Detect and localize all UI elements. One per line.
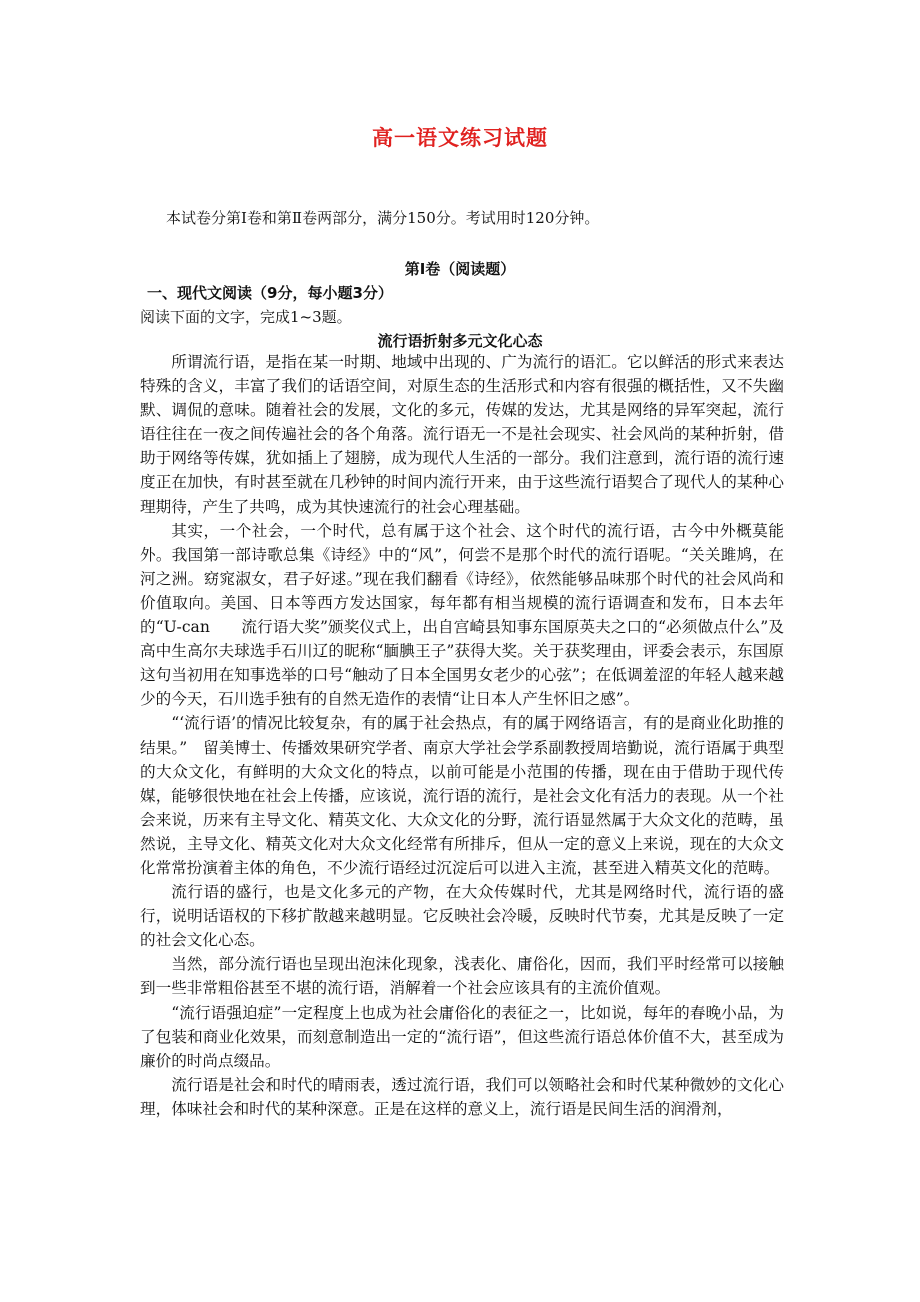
article-paragraph-3: “‘流行语’的情况比较复杂，有的属于社会热点，有的属于网络语言，有的是商业化助推的结果。” 留美博士、传播效果研究学者、南京大学社会学系副教授周培勤说，流行语属于典型的大众文化，有鲜明的大众文化的特点，以前可能是小范围的传播，现在由于借助于现代传媒，能够很快地在社会上传播，应该说，流行语的流行，是社会文化有活力的表现。从一个社会来说，历来有主导文化、精英文化、大众文化的分野，流行语显然属于大众文化的范畴，虽然说，主导文化、精英文化对大众文化经常有所排斥，但从一定的意义上来说，现在的大众文化常常扮演着主体的角色，不少流行语经过沉淀后可以进入主流，甚至进入精英文化的范畴。: [140, 714, 784, 877]
article-paragraph-5: 当然，部分流行语也呈现出泡沫化现象，浅表化、庸俗化，因而，我们平时经常可以接触到一些非常粗俗甚至不堪的流行语，消解着一个社会应该具有的主流价值观。: [140, 955, 784, 998]
exam-title: 高一语文练习试题: [372, 126, 548, 150]
article-paragraph-1: 所谓流行语，是指在某一时期、地域中出现的、广为流行的语汇。它以鲜活的形式来表达特殊的含义，丰富了我们的话语空间，对原生态的生活形式和内容有很强的概括性，又不失幽默、调侃的意味。随着社会的发展，文化的多元，传媒的发达，尤其是网络的异军突起，流行语往往在一夜之间传遍社会的各个角落。流行语无一不是社会现实、社会风尚的某种折射，借助于网络等传媒，犹如插上了翅膀，成为现代人生活的一部分。我们注意到，流行语的流行速度正在加快，有时甚至就在几秒钟的时间内流行开来，由于这些流行语契合了现代人的某种心理期待，产生了共鸣，成为其快速流行的社会心理基础。: [140, 353, 784, 516]
article-title: 流行语折射多元文化心态: [377, 332, 543, 350]
section-heading: 第Ⅰ卷（阅读题）: [404, 260, 516, 278]
article-paragraph-6: “流行语强迫症”一定程度上也成为社会庸俗化的表征之一，比如说，每年的春晚小品，为了包装和商业化效果，而刻意制造出一定的“流行语”，但这些流行语总体价值不大，甚至成为廉价的时尚点缀品。: [140, 1003, 784, 1070]
article-paragraph-4: 流行语的盛行，也是文化多元的产物，在大众传媒时代，尤其是网络时代，流行语的盛行，说明话语权的下移扩散越来越明显。它反映社会冷暖，反映时代节奏，尤其是反映了一定的社会文化心态。: [140, 883, 784, 950]
reading-instruction: 阅读下面的文字，完成1~3题。: [140, 308, 352, 326]
article-paragraph-2: 其实，一个社会，一个时代，总有属于这个社会、这个时代的流行语，古今中外概莫能外。我国第一部诗歌总集《诗经》中的“风”，何尝不是那个时代的流行语呢。“关关雎鸠，在河之洲。窈窕淑女，君子好逑。”现在我们翻看《诗经》，依然能够品味那个时代的社会风尚和价值取向。美国、日本等西方发达国家，每年都有相当规模的流行语调查和发布，日本去年的“U-can 流行语大奖”颁奖仪式上，出自宫崎县知事东国原英夫之口的“必须做点什么”及高中生高尔夫球选手石川辽的昵称“腼腆王子”获得大奖。关于获奖理由，评委会表示，东国原这句当初用在知事选举的口号“触动了日本全国男女老少的心弦”；在低调羞涩的年轻人越来越少的今天，石川选手独有的自然无造作的表情“让日本人产生怀旧之感”。: [140, 521, 784, 709]
article-paragraph-7: 流行语是社会和时代的晴雨表，透过流行语，我们可以领略社会和时代某种微妙的文化心理，体味社会和时代的某种深意。正是在这样的意义上，流行语是民间生活的润滑剂，: [140, 1075, 784, 1118]
exam-intro: 本试卷分第Ⅰ卷和第Ⅱ卷两部分，满分150分。考试用时120分钟。: [166, 209, 600, 227]
article-body: [140, 350, 784, 1121]
question-heading: 一、现代文阅读（9分，每小题3分）: [147, 284, 393, 302]
